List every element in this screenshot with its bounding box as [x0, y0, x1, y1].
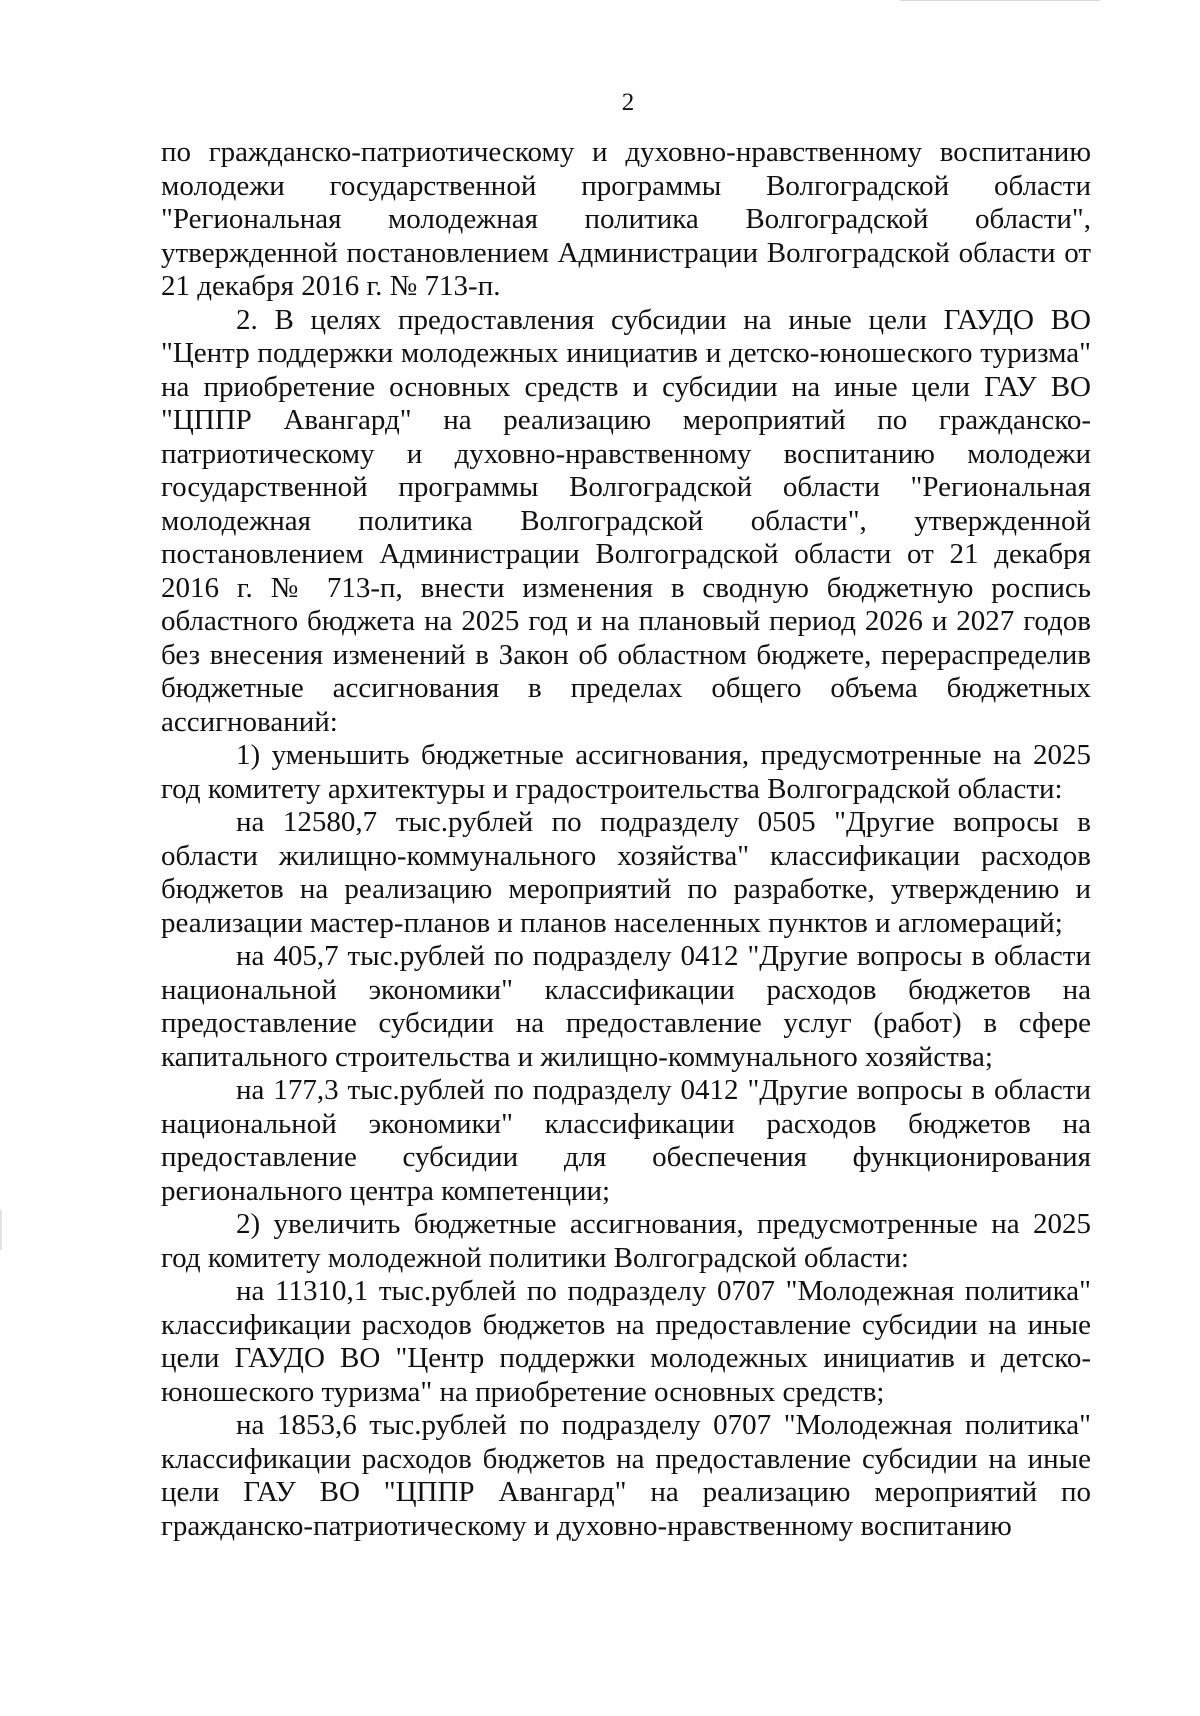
document-body	[161, 136, 1091, 1543]
paragraph-item-2: 2. В целях предоставления субсидии на иные цели ГАУДО ВО "Центр поддержки молодежных инициатив и детско-юношеского туризма" на приобретение основных средств и субсидии на иные цели ГАУ ВО "ЦППР Авангард" на реализацию мероприятий по гражданско-патриотическому и духовно-нравственному воспитанию молодежи государственной программы Волгоградской области "Региональная молодежная политика Волгоградской области", утвержденной постановлением Администрации Волгоградской области от 21 декабря 2016 г. № 713-п, внести изменения в сводную бюджетную роспись областного бюджета на 2025 год и на плановый период 2026 и 2027 годов без внесения изменений в Закон об областном бюджете, перераспределив бюджетные ассигнования в пределах общего объема бюджетных ассигнований:	[161, 303, 1091, 738]
scan-artifact-mark	[0, 1210, 2, 1250]
paragraph-increase-0707-b: на 1853,6 тыс.рублей по подразделу 0707 "Молодежная политика" классификации расходов бюджетов на предоставление субсидии на иные цели ГАУ ВО "ЦППР Авангард" на реализацию мероприятий по гражданско-патриотическому и духовно-нравственному воспитанию	[161, 1409, 1091, 1542]
page-number: 2	[621, 89, 635, 116]
paragraph-subitem-2: 2) увеличить бюджетные ассигнования, предусмотренные на 2025 год комитету молодежной политики Волгоградской области:	[161, 1208, 1091, 1274]
paragraph-decrease-0412-a: на 405,7 тыс.рублей по подразделу 0412 "Другие вопросы в области национальной экономики" классификации расходов бюджетов на предоставление субсидии на предоставление услуг (работ) в сфере капитального строительства и жилищно-коммунального хозяйства;	[161, 940, 1091, 1073]
paragraph-decrease-0412-b: на 177,3 тыс.рублей по подразделу 0412 "Другие вопросы в области национальной экономики" классификации расходов бюджетов на предоставление субсидии для обеспечения функционирования регионального центра компетенции;	[161, 1074, 1091, 1207]
paragraph-subitem-1: 1) уменьшить бюджетные ассигнования, предусмотренные на 2025 год комитету архитектуры и градостроительства Волгоградской области:	[161, 739, 1091, 805]
scan-artifact-line	[900, 0, 1100, 1]
paragraph-decrease-0505: на 12580,7 тыс.рублей по подразделу 0505 "Другие вопросы в области жилищно-коммунального хозяйства" классификации расходов бюджетов на реализацию мероприятий по разработке, утверждению и реализации мастер-планов и планов населенных пунктов и агломераций;	[161, 806, 1091, 939]
paragraph-increase-0707-a: на 11310,1 тыс.рублей по подразделу 0707 "Молодежная политика" классификации расходов бюджетов на предоставление субсидии на иные цели ГАУДО ВО "Центр поддержки молодежных инициатив и детско-юношеского туризма" на приобретение основных средств;	[161, 1275, 1091, 1408]
paragraph-continuation: по гражданско-патриотическому и духовно-нравственному воспитанию молодежи государственной программы Волгоградской области "Региональная молодежная политика Волгоградской области", утвержденной постановлением Администрации Волгоградской области от 21 декабря 2016 г. № 713-п.	[161, 136, 1091, 302]
